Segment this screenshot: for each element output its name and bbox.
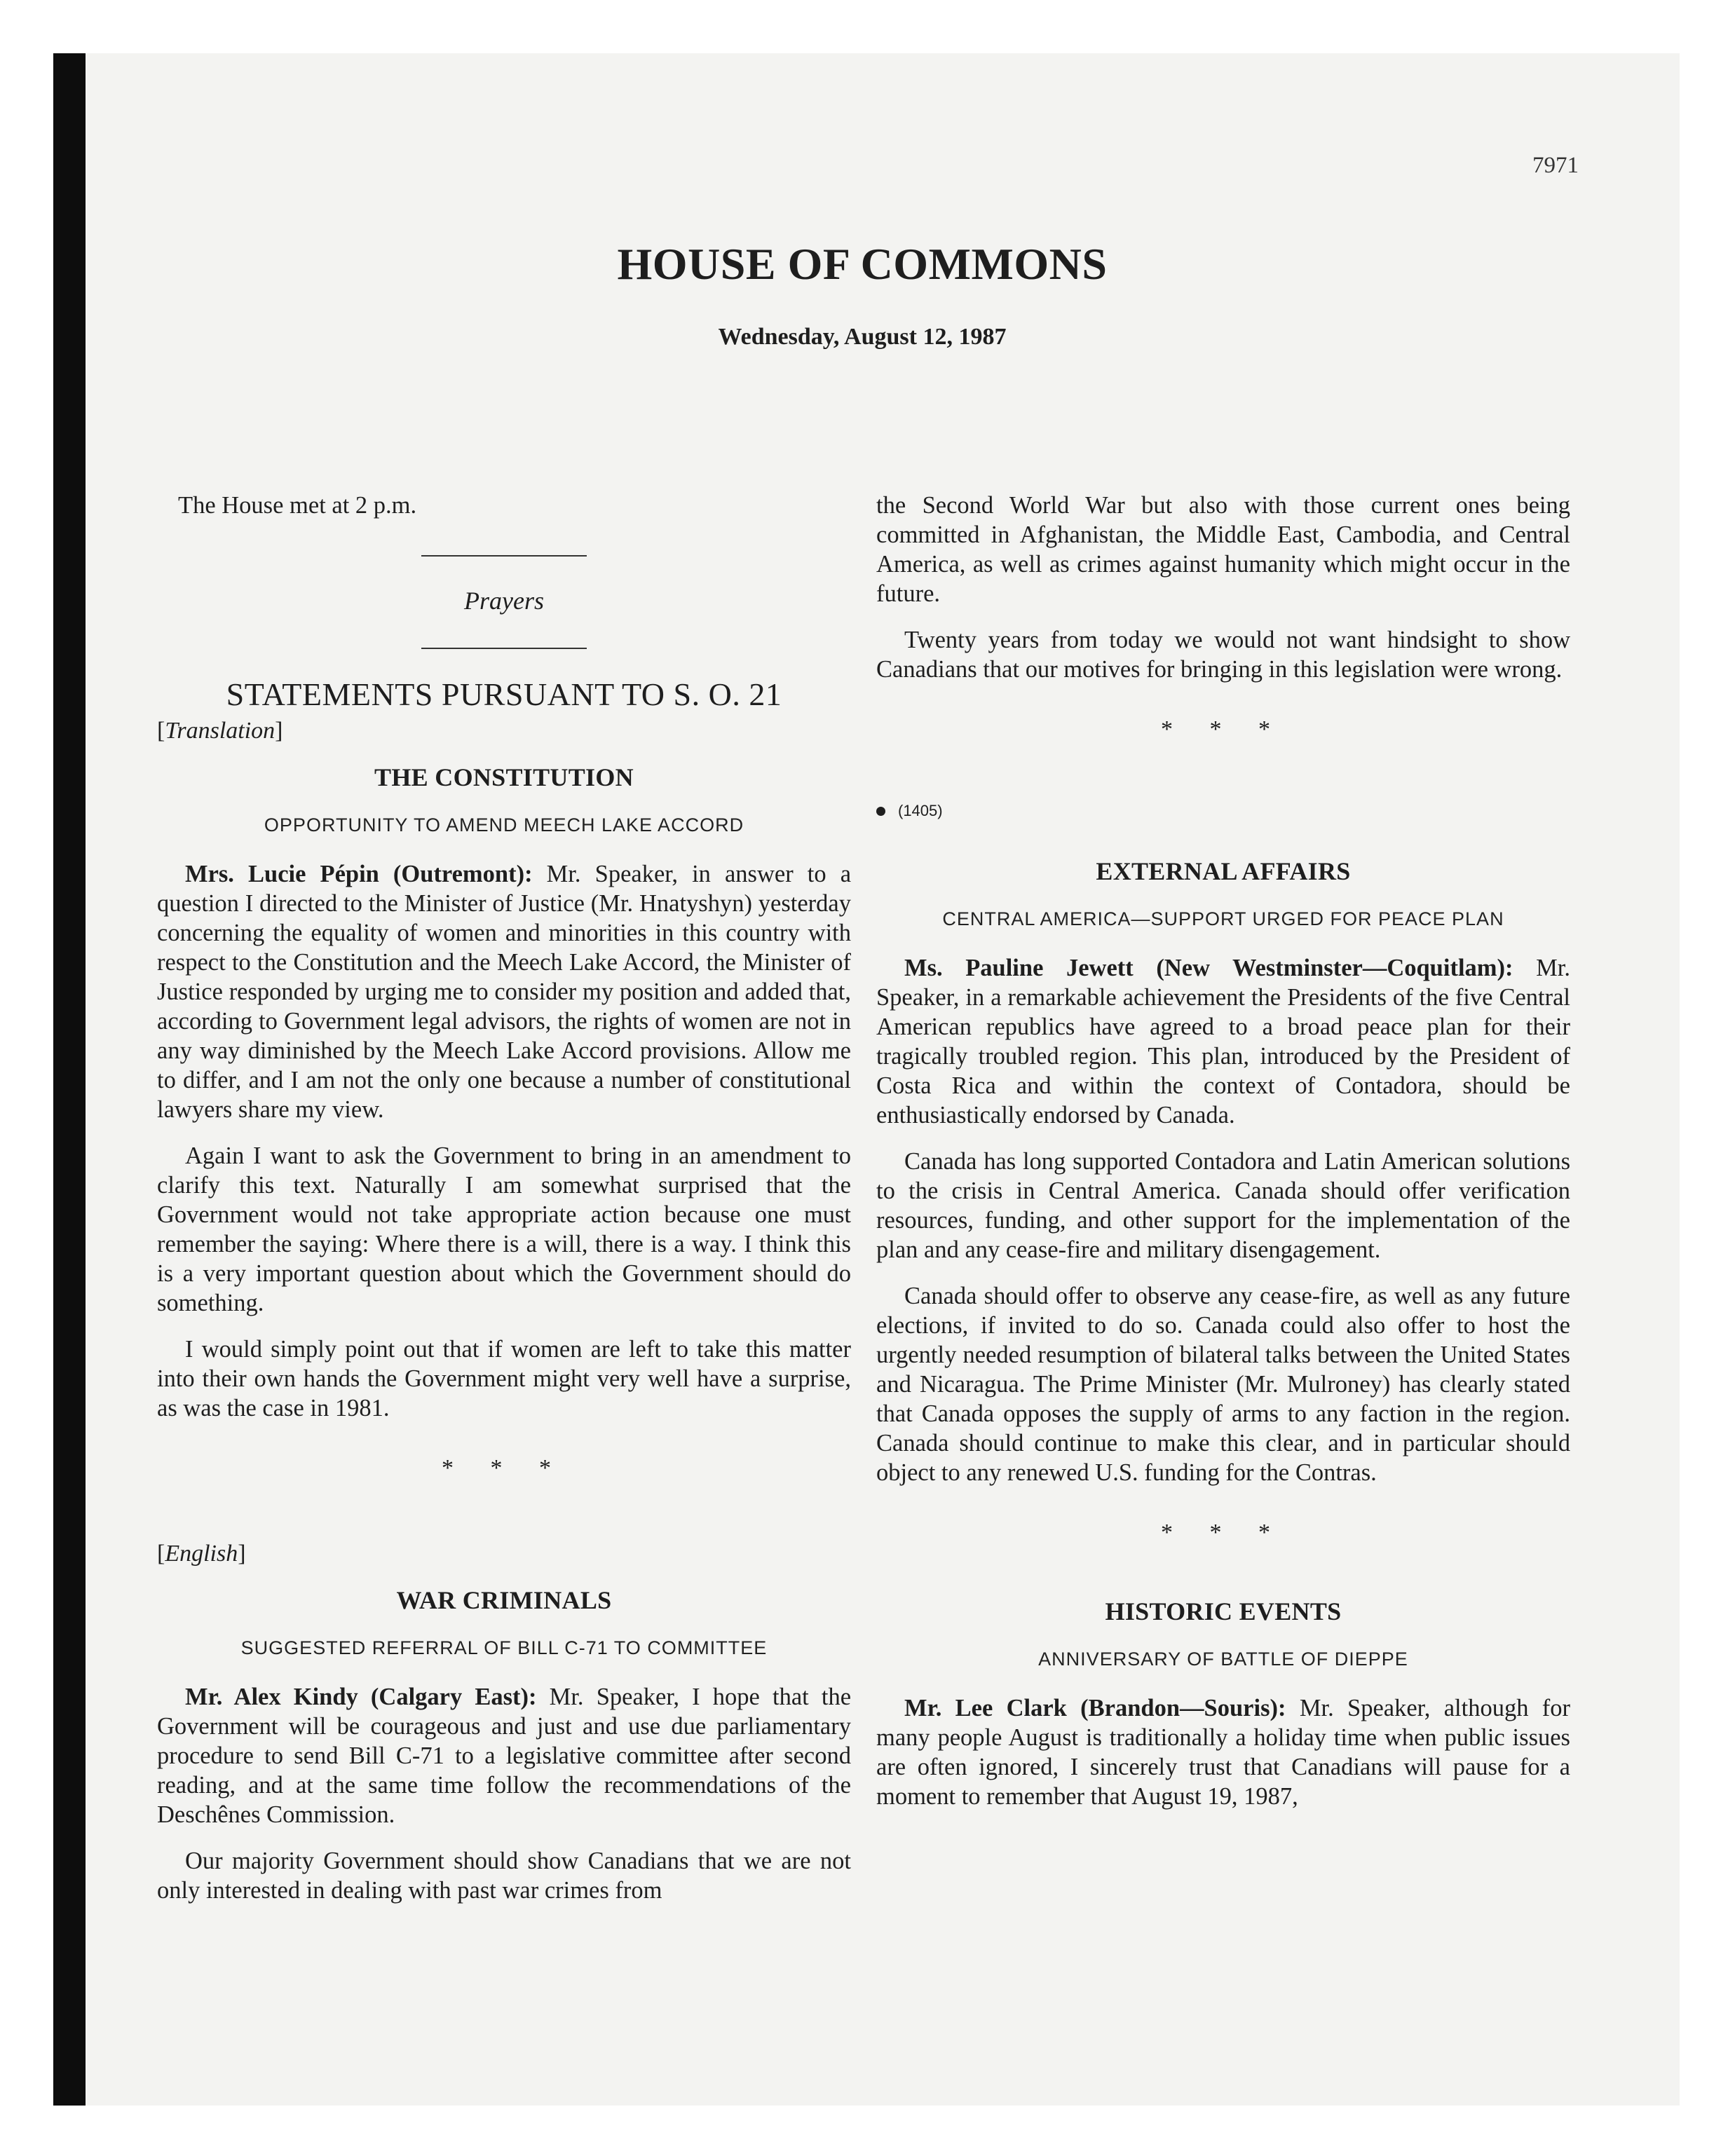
language-tag-translation: [Translation] xyxy=(157,718,283,744)
language-tag-english: [English] xyxy=(157,1541,246,1567)
scan-edge-bar xyxy=(53,53,86,2106)
statement-paragraph: Ms. Pauline Jewett (New Westminster—Coquitlam): Mr. Speaker, in a remarkable achievement the Presidents of the five Central American republics have agreed to a broad peace plan for their tragically troubled region. This plan, introduced by the President of Costa Rica and within the context of Contadora, should be enthusiastically endorsed by Canada. xyxy=(876,955,1570,1128)
house-met-line: The House met at 2 p.m. xyxy=(178,492,417,519)
topic-heading-constitution: THE CONSTITUTION xyxy=(374,763,634,791)
continued-paragraph: the Second World War but also with those current ones being committed in Afghanistan, the Middle East, Cambodia, and Central America, as well as crimes against humanity which might occur in the future. xyxy=(876,492,1570,607)
statement-paragraph: Canada should offer to observe any cease-fire, as well as any future elections, if invited to do so. Canada could also offer to host the urgently needed resumption of bilateral talks between the United States and Nicaragua. The Prime Minister (Mr. Mulroney) has clearly stated that Canada opposes the supply of arms to any faction in the region. Canada should continue to make this clear, and in particular should object to any renewed U.S. funding for the Contras. xyxy=(876,1283,1570,1486)
topic-heading-war-criminals: WAR CRIMINALS xyxy=(396,1586,612,1614)
statement-paragraph: Our majority Government should show Canadians that we are not only interested in dealing with past war crimes from xyxy=(157,1848,851,1904)
subtopic-heading-bill-c71: SUGGESTED REFERRAL OF BILL C-71 TO COMMITTEE xyxy=(240,1637,768,1658)
topic-heading-historic-events: HISTORIC EVENTS xyxy=(1105,1597,1342,1625)
statement-paragraph: Mr. Lee Clark (Brandon—Souris): Mr. Speaker, although for many people August is traditionally a holiday time when public issues are often ignored, I sincerely trust that Canadians will pause for a moment to remember that August 19, 1987, xyxy=(876,1695,1570,1810)
page-number: 7971 xyxy=(1532,153,1579,178)
section-heading: STATEMENTS PURSUANT TO S. O. 21 xyxy=(226,676,782,712)
time-marker: (1405) xyxy=(876,796,1570,826)
section-separator-stars: * * * xyxy=(1161,716,1286,742)
subtopic-heading-central-america: CENTRAL AMERICA—SUPPORT URGED FOR PEACE PLAN xyxy=(942,908,1504,929)
statement-paragraph: I would simply point out that if women are left to take this matter into their own hands the Government might very well have a surprise, as was the case in 1981. xyxy=(157,1336,851,1421)
speaker-name: Mr. Lee Clark (Brandon—Souris): xyxy=(904,1695,1286,1721)
sitting-date: Wednesday, August 12, 1987 xyxy=(718,324,1007,350)
page-title: HOUSE OF COMMONS xyxy=(617,239,1108,289)
section-separator-stars: * * * xyxy=(442,1455,566,1481)
topic-heading-external-affairs: EXTERNAL AFFAIRS xyxy=(1096,857,1351,885)
prayers-label: Prayers xyxy=(464,587,544,615)
subtopic-heading-dieppe: ANNIVERSARY OF BATTLE OF DIEPPE xyxy=(1038,1649,1408,1670)
speaker-name: Ms. Pauline Jewett (New Westminster—Coquitlam): xyxy=(904,955,1513,981)
left-column xyxy=(157,491,851,1922)
subtopic-heading-meech-lake: OPPORTUNITY TO AMEND MEECH LAKE ACCORD xyxy=(264,814,744,835)
divider-rule xyxy=(421,555,587,557)
statement-paragraph: Again I want to ask the Government to bring in an amendment to clarify this text. Naturally I am somewhat surprised that the Government would not take appropriate action because one must remember the saying: Where there is a will, there is a way. I think this is a very important question about which the Government should do something. xyxy=(157,1142,851,1316)
statement-paragraph: Mrs. Lucie Pépin (Outremont): Mr. Speaker, in answer to a question I directed to the Minister of Justice (Mr. Hnatyshyn) yesterday concerning the equality of women and minorities in this country with respect to the Constitution and the Meech Lake Accord, the Minister of Justice responded by urging me to consider my position and added that, according to Government legal advisors, the rights of women are not in any way diminished by the Meech Lake Accord provisions. Allow me to differ, and I am not the only one because a number of constitutional lawyers share my view. xyxy=(157,861,852,1123)
divider-rule xyxy=(421,648,587,649)
statement-paragraph: Twenty years from today we would not want hindsight to show Canadians that our motives for bringing in this legislation were wrong. xyxy=(876,627,1570,683)
section-separator-stars: * * * xyxy=(1161,1520,1286,1546)
statement-paragraph: Canada has long supported Contadora and Latin American solutions to the crisis in Central America. Canada should offer verification resources, funding, and other support for the implementation of the plan and any cease-fire and military disengagement. xyxy=(876,1148,1570,1263)
bullet-icon xyxy=(876,807,885,816)
speaker-name: Mr. Alex Kindy (Calgary East): xyxy=(185,1684,537,1710)
statement-paragraph: Mr. Alex Kindy (Calgary East): Mr. Speaker, I hope that the Government will be courageous and just and use due parliamentary procedure to send Bill C-71 to a legislative committee after second reading, and at the same time follow the recommendations of the Deschênes Commission. xyxy=(157,1684,852,1828)
speaker-name: Mrs. Lucie Pépin (Outremont): xyxy=(185,861,533,887)
right-column xyxy=(876,491,1570,1828)
